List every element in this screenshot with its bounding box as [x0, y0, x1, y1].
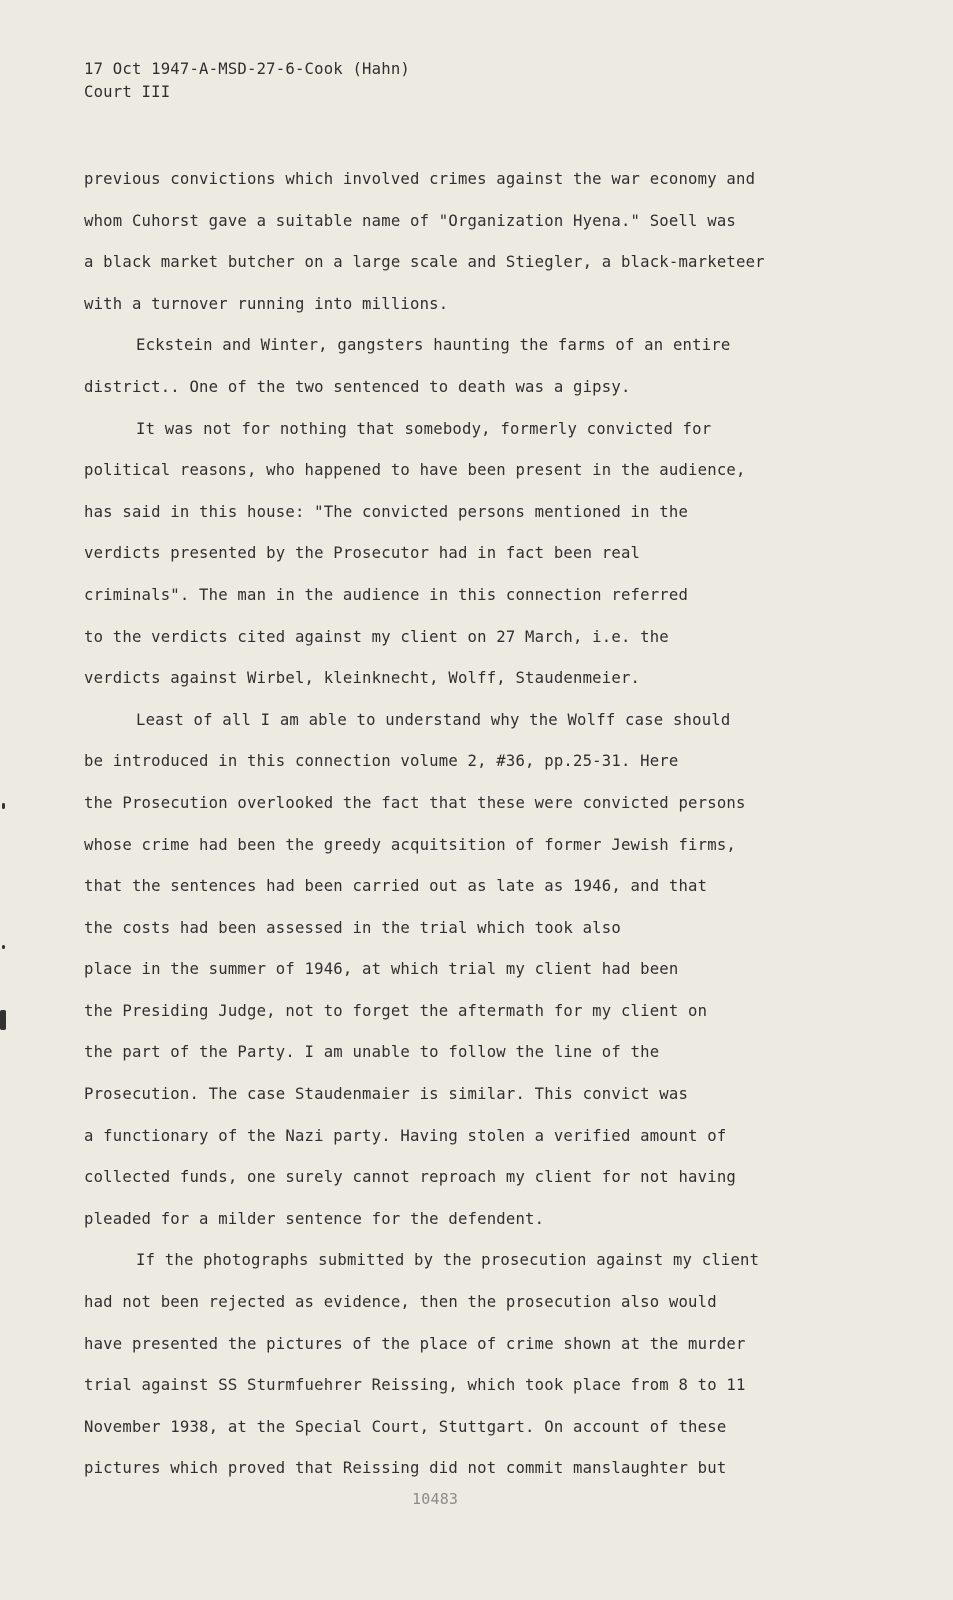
text-line: have presented the pictures of the place of crime shown at the murder [84, 1334, 746, 1353]
text-line: be introduced in this connection volume 2, #36, pp.25-31. Here [84, 752, 679, 771]
header-date-reference: 17 Oct 1947-A-MSD-27-6-Cook (Hahn) [84, 60, 410, 78]
text-line: whose crime had been the greedy acquitsition of former Jewish firms, [84, 835, 736, 854]
paragraph-start-line: Eckstein and Winter, gangsters haunting the farms of an entire [136, 336, 731, 355]
document-body [84, 159, 874, 1490]
text-line: a black market butcher on a large scale and Stiegler, a black-marketeer [84, 253, 765, 272]
text-line: verdicts presented by the Prosecutor had in fact been real [84, 544, 641, 563]
text-line: to the verdicts cited against my client on 27 March, i.e. the [84, 627, 669, 646]
text-line: has said in this house: "The convicted persons mentioned in the [84, 502, 689, 521]
text-line: a functionary of the Nazi party. Having stolen a verified amount of [84, 1126, 727, 1145]
paragraph-start-line: It was not for nothing that somebody, formerly convicted for [136, 419, 712, 438]
text-line: the Presiding Judge, not to forget the aftermath for my client on [84, 1001, 708, 1020]
text-line: place in the summer of 1946, at which trial my client had been [84, 960, 679, 979]
text-line: the part of the Party. I am unable to follow the line of the [84, 1043, 660, 1062]
text-line: whom Cuhorst gave a suitable name of "Organization Hyena." Soell was [84, 211, 736, 230]
text-line: pictures which proved that Reissing did not commit manslaughter but [84, 1459, 727, 1478]
text-line: verdicts against Wirbel, kleinknecht, Wolff, Staudenmeier. [84, 669, 641, 688]
text-line: the costs had been assessed in the trial which took also [84, 918, 621, 937]
text-line: district.. One of the two sentenced to death was a gipsy. [84, 377, 631, 396]
text-line: the Prosecution overlooked the fact that these were convicted persons [84, 793, 746, 812]
text-line: Prosecution. The case Staudenmaier is similar. This convict was [84, 1085, 689, 1104]
text-line: trial against SS Sturmfuehrer Reissing, which took place from 8 to 11 [84, 1376, 746, 1395]
binding-mark [2, 803, 5, 809]
text-line: pleaded for a milder sentence for the defendent. [84, 1209, 545, 1228]
binding-mark [2, 945, 5, 949]
page-number: 10483 [412, 1490, 459, 1508]
text-line: had not been rejected as evidence, then the prosecution also would [84, 1293, 717, 1312]
header-court: Court III [84, 83, 171, 101]
text-line: that the sentences had been carried out as late as 1946, and that [84, 877, 708, 896]
paragraph-start-line: If the photographs submitted by the prosecution against my client [136, 1251, 760, 1270]
text-line: collected funds, one surely cannot reproach my client for not having [84, 1168, 736, 1187]
text-line: criminals". The man in the audience in this connection referred [84, 585, 689, 604]
text-line: previous convictions which involved crimes against the war economy and [84, 170, 756, 188]
binding-mark [0, 1010, 6, 1030]
text-line: November 1938, at the Special Court, Stuttgart. On account of these [84, 1417, 727, 1436]
text-line: with a turnover running into millions. [84, 294, 449, 313]
text-line: political reasons, who happened to have been present in the audience, [84, 461, 746, 480]
paragraph-start-line: Least of all I am able to understand why the Wolff case should [136, 710, 731, 729]
document-header [84, 58, 410, 104]
